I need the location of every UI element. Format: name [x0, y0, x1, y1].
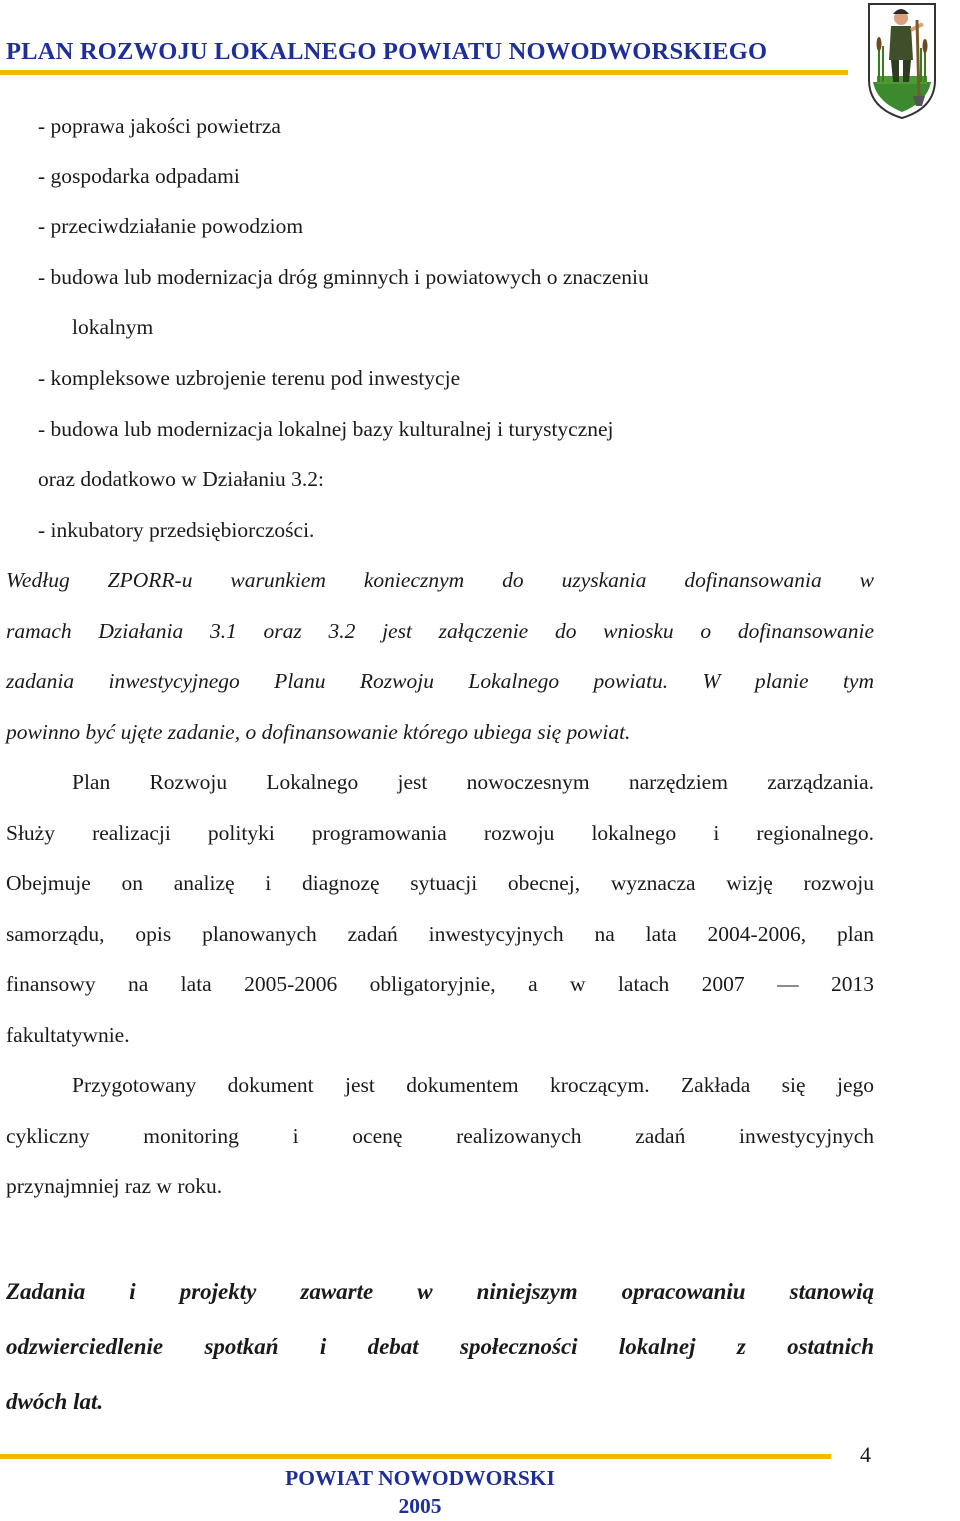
paragraph-line: samorządu, opis planowanych zadań inwestycyjnych na lata 2004-2006, plan — [6, 922, 874, 946]
paragraph-line: cykliczny monitoring i ocenę realizowanych zadań inwestycyjnych — [6, 1124, 874, 1148]
paragraph-line: Plan Rozwoju Lokalnego jest nowoczesnym narzędziem zarządzania. — [72, 770, 874, 794]
list-item: - budowa lub modernizacja lokalnej bazy kulturalnej i turystycznej — [38, 417, 614, 441]
list-item-continuation: lokalnym — [72, 315, 154, 339]
header-title: PLAN ROZWOJU LOKALNEGO POWIATU NOWODWORSKIEGO — [6, 38, 768, 65]
closing-line: odzwierciedlenie spotkań i debat społeczności lokalnej z ostatnich — [6, 1334, 874, 1359]
list-item: - budowa lub modernizacja dróg gminnych i powiatowych o znaczeniu — [38, 265, 649, 289]
list-item: - poprawa jakości powietrza — [38, 114, 281, 138]
list-item: - inkubatory przedsiębiorczości. — [38, 518, 315, 542]
list-item: - gospodarka odpadami — [38, 164, 240, 188]
footer-rule — [0, 1454, 831, 1459]
italic-paragraph-line: ramach Działania 3.1 oraz 3.2 jest załączenie do wniosku o dofinansowanie — [6, 619, 874, 643]
footer-title: POWIAT NOWODWORSKI — [285, 1466, 555, 1490]
italic-paragraph-line: powinno być ujęte zadanie, o dofinansowanie którego ubiega się powiat. — [6, 720, 631, 744]
italic-paragraph-line: zadania inwestycyjnego Planu Rozwoju Lokalnego powiatu. W planie tym — [6, 669, 874, 693]
page-number: 4 — [860, 1442, 871, 1467]
coat-of-arms-icon — [867, 2, 937, 120]
list-item: - przeciwdziałanie powodziom — [38, 214, 304, 238]
header-rule — [0, 70, 848, 75]
paragraph-line: fakultatywnie. — [6, 1023, 130, 1047]
paragraph-line: finansowy na lata 2005-2006 obligatoryjnie, a w latach 2007 — 2013 — [6, 972, 874, 996]
closing-line: Zadania i projekty zawarte w niniejszym opracowaniu stanowią — [6, 1279, 874, 1304]
list-intro: oraz dodatkowo w Działaniu 3.2: — [38, 467, 324, 491]
paragraph-line: Obejmuje on analizę i diagnozę sytuacji obecnej, wyznacza wizję rozwoju — [6, 871, 874, 895]
paragraph-line: przynajmniej raz w roku. — [6, 1174, 223, 1198]
closing-line: dwóch lat. — [6, 1389, 104, 1414]
paragraph-line: Służy realizacji polityki programowania rozwoju lokalnego i regionalnego. — [6, 821, 874, 845]
paragraph-line: Przygotowany dokument jest dokumentem kroczącym. Zakłada się jego — [72, 1073, 874, 1097]
footer-year: 2005 — [398, 1494, 442, 1518]
list-item: - kompleksowe uzbrojenie terenu pod inwestycje — [38, 366, 461, 390]
italic-paragraph-line: Według ZPORR-u warunkiem koniecznym do uzyskania dofinansowania w — [6, 568, 874, 592]
